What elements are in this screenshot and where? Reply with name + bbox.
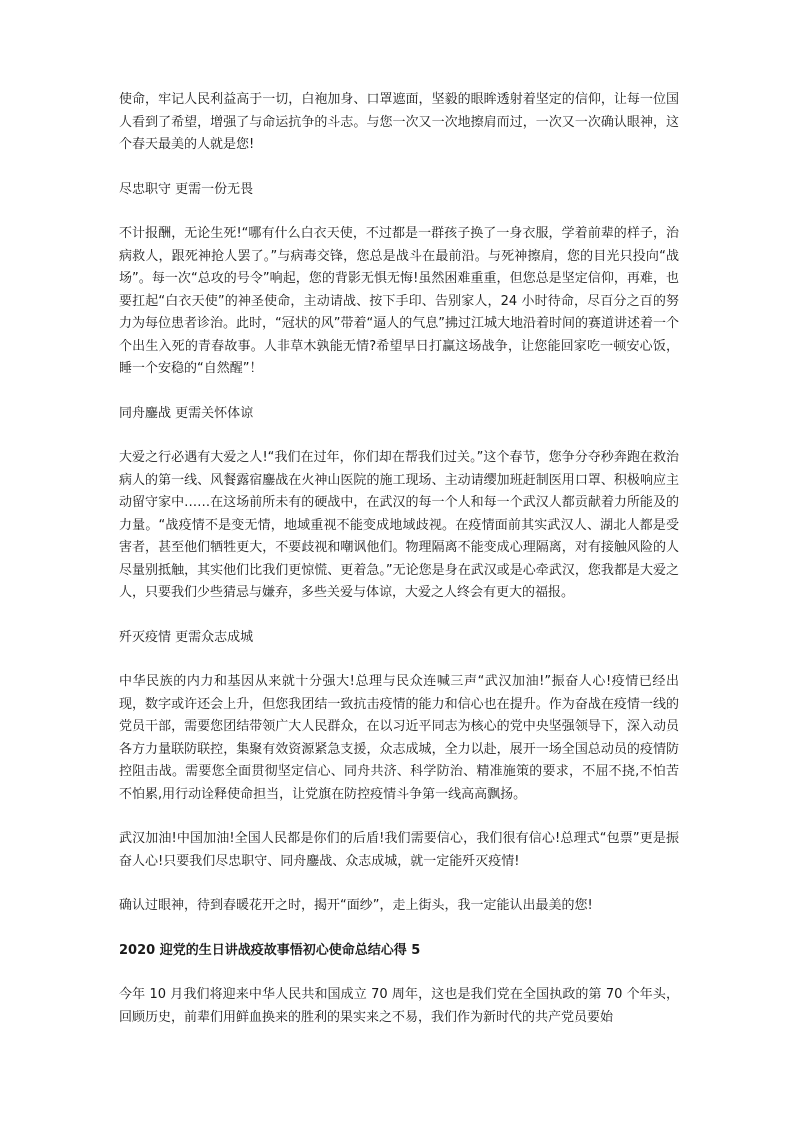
section-heading-defeat-epidemic: 歼灭疫情 更需众志成城 [119, 629, 254, 645]
paragraph-duty: 不计报酬，无论生死!“哪有什么白衣天使，不过都是一群孩子换了一身衣服，学着前辈的样子，治病救人，跟死神抢人罢了。”与病毒交锋，您总是战斗在最前沿。与死神擦肩，您的目光只投向“战场”。每一次“总攻的号令”响起，您的背影无惧无悔!虽然困难重重，但您总是坚定信仰，再难，也要扛起“白衣天使”的神圣使命，主动请战、按下手印、告别家人，24 小时待命，尽百分之百的努力为每位患者诊治。此时，“冠状的风”带着“逼人的气息”拂过江城大地沿着时间的赛道讲述着一个个出生入死的青春故事。人非草木孰能无情?希望早日打赢这场战争，让您能回家吃一顿安心饭，睡一个安稳的“自然醒”！ [119, 226, 679, 376]
paragraph-solidarity: 大爱之行必遇有大爱之人!“我们在过年，你们却在帮我们过关。”这个春节，您争分夺秒奔跑在救治病人的第一线、风餐露宿鏖战在火神山医院的施工现场、主动请缨加班赶制医用口罩、积极响应主动留守家中……在这场前所未有的硬战中，在武汉的每一个人和每一个武汉人都贡献着力所能及的力量。“战疫情不是变无情，地域重视不能变成地域歧视。在疫情面前其实武汉人、湖北人都是受害者，甚至他们牺牲更大，不要歧视和嘲讽他们。物理隔离不能变成心理隔离，对有接触风险的人尽量别抵触，其实他们比我们更惊慌、更着急。”无论您是身在武汉或是心牵武汉，您我都是大爱之人，只要我们少些猜忌与嫌弃，多些关爱与体谅，大爱之人终会有更大的福报。 [119, 450, 679, 600]
section-heading-solidarity: 同舟鏖战 更需关怀体谅 [119, 405, 254, 421]
paragraph-defeat-epidemic: 中华民族的内力和基因从来就十分强大!总理与民众连喊三声“武汉加油!”振奋人心!疫情已经出现，数字或许还会上升，但您我团结一致抗击疫情的能力和信心也在提升。作为奋战在疫情一线的党员干部，需要您团结带领广大人民群众，在以习近平同志为核心的党中央坚强领导下，深入动员各方力量联防联控，集聚有效资源紧急支援，众志成城，全力以赴，展开一场全国总动员的疫情防控阻击战。需要您全面贯彻坚定信心、同舟共济、科学防治、精准施策的要求，不屈不挠,不怕苦不怕累,用行动诠释使命担当，让党旗在防控疫情斗争第一线高高飘扬。 [119, 674, 679, 802]
paragraph-wuhan-cheer: 武汉加油!中国加油!全国人民都是你们的后盾!我们需要信心，我们很有信心!总理式“包票”更是振奋人心!只要我们尽忠职守、同舟鏖战、众志成城，就一定能歼灭疫情! [119, 831, 679, 869]
document-page [119, 89, 679, 1029]
section-heading-duty: 尽忠职守 更需一份无畏 [119, 181, 254, 197]
paragraph-closing: 确认过眼神，待到春暖花开之时，揭开“面纱”，走上街头，我一定能认出最美的您! [119, 898, 593, 913]
paragraph-article-5-intro: 今年 10 月我们将迎来中华人民共和国成立 70 周年，这也是我们党在全国执政的第 70 个年头，回顾历史，前辈们用鲜血换来的胜利的果实来之不易，我们作为新时代的共产党员要始 [119, 987, 679, 1025]
article-title-5: 2020 迎党的生日讲战疫故事悟初心使命总结心得 5 [119, 942, 421, 958]
paragraph-intro-mission: 使命，牢记人民利益高于一切，白袍加身、口罩遮面，坚毅的眼眸透射着坚定的信仰，让每一位国人看到了希望，增强了与命运抗争的斗志。与您一次又一次地擦肩而过，一次又一次确认眼神，这个春天最美的人就是您! [119, 92, 679, 152]
